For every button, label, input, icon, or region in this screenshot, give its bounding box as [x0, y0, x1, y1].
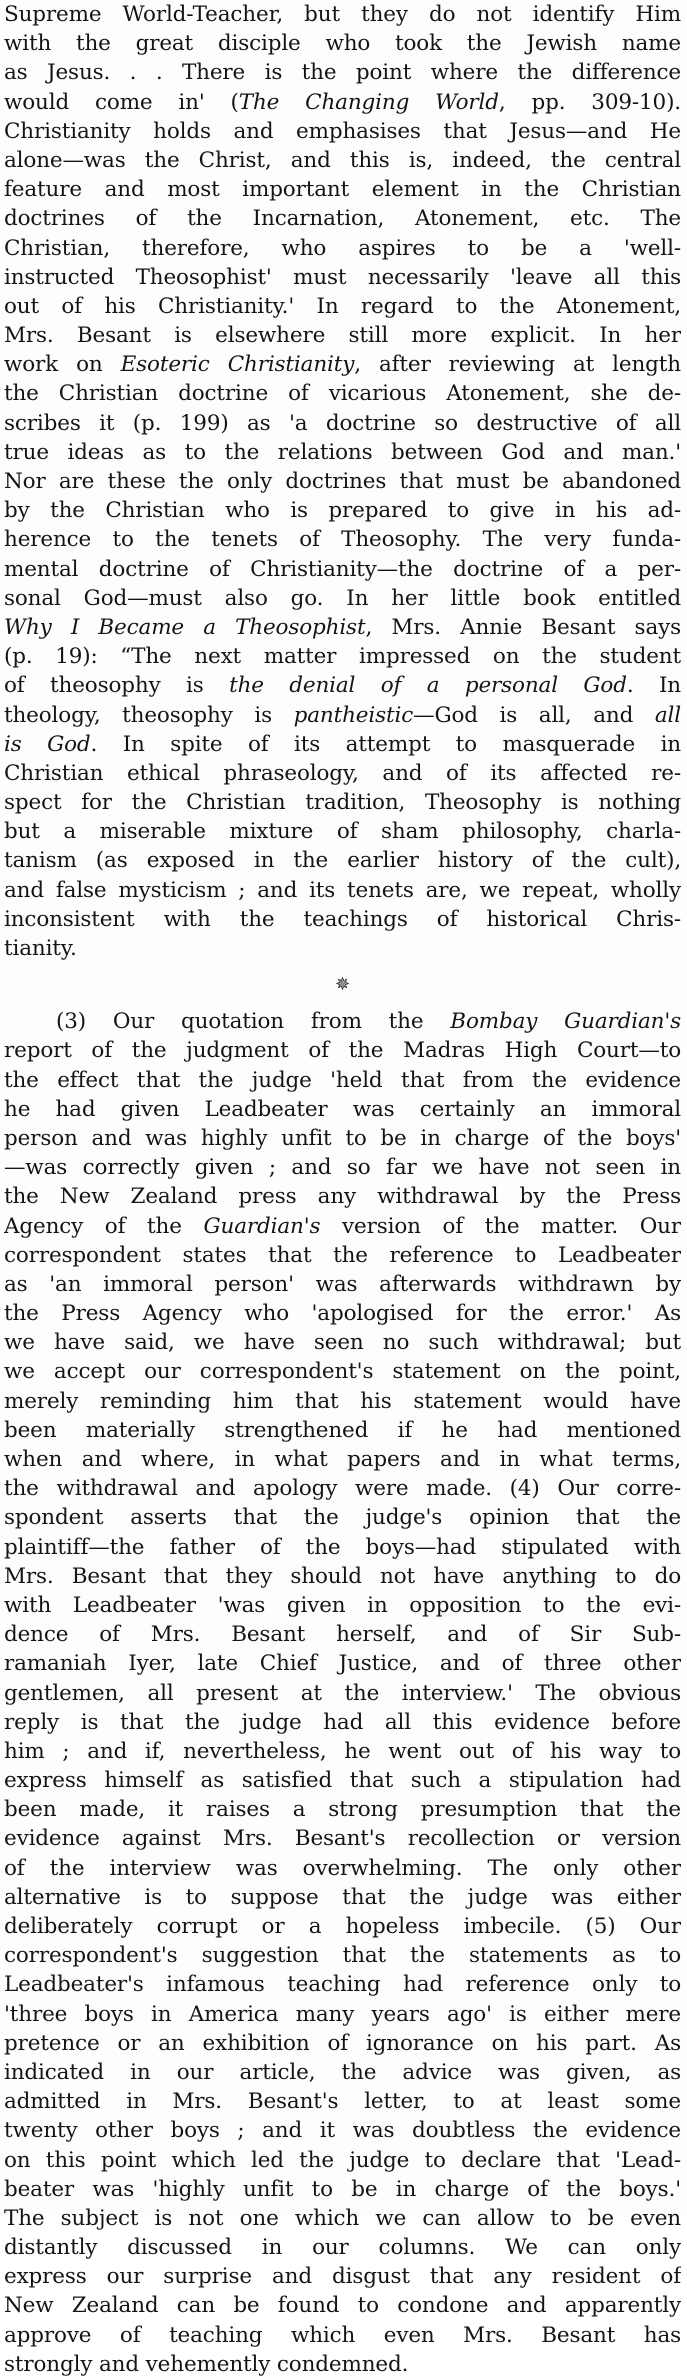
- text-line: and false mysticism ; and its tenets are, we repeat, wholly: [4, 877, 681, 903]
- text-line: Mrs. Besant is elsewhere still more explicit. In her: [4, 323, 681, 349]
- text-line: theology, theosophy is pantheistic—God is all, and all: [4, 702, 681, 728]
- text-line: of theosophy is the denial of a personal God. In: [4, 673, 681, 699]
- text-line: we have said, we have seen no such withdrawal; but: [4, 1330, 681, 1356]
- text-line: plaintiff—the father of the boys—had stipulated with: [4, 1534, 681, 1560]
- text-line: Christian, therefore, who aspires to be a 'well-: [4, 235, 681, 261]
- text-line: inconsistent with the teachings of historical Chris-: [4, 906, 681, 932]
- text-line: the Christian doctrine of vicarious Atonement, she de-: [4, 381, 681, 407]
- text-line: the Press Agency who 'apologised for the error.' As: [4, 1301, 681, 1327]
- text-line: The subject is not one which we can allow to be even: [4, 2205, 681, 2231]
- text-line: (p. 19): “The next matter impressed on the student: [4, 644, 681, 670]
- text-line: with Leadbeater 'was given in opposition to the evi-: [4, 1592, 681, 1618]
- text-line: reply is that the judge had all this evidence before: [4, 1709, 681, 1735]
- text-line: 'three boys in America many years ago' is either mere: [4, 2001, 681, 2027]
- text-line: work on Esoteric Christianity, after reviewing at length: [4, 352, 681, 378]
- text-line: ramaniah Iyer, late Chief Justice, and of three other: [4, 1651, 681, 1677]
- text-line: Nor are these the only doctrines that must be abandoned: [4, 469, 681, 494]
- text-line: report of the judgment of the Madras High Court—to: [4, 1038, 681, 1064]
- text-line: with the great disciple who took the Jewish name: [4, 31, 681, 57]
- text-line: Agency of the Guardian's version of the matter. Our: [4, 1213, 681, 1239]
- text-line: the effect that the judge 'held that from the evidence: [4, 1067, 681, 1093]
- text-line: by the Christian who is prepared to give in his ad-: [4, 498, 681, 524]
- text-line: tianity.: [4, 936, 77, 961]
- text-line: merely reminding him that his statement would have: [4, 1388, 681, 1414]
- text-line: as 'an immoral person' was afterwards withdrawn by: [4, 1271, 681, 1297]
- article-column: [4, 0, 681, 2379]
- text-line: beater was 'highly unfit to be in charge of the boys.': [4, 2176, 681, 2202]
- text-line: feature and most important element in the Christian: [4, 177, 681, 203]
- text-line: tanism (as exposed in the earlier history of the cult),: [4, 848, 681, 874]
- text-line: spect for the Christian tradition, Theosophy is nothing: [4, 790, 681, 816]
- text-line: Christianity holds and emphasises that Jesus—and He: [4, 118, 681, 144]
- text-line: pretence or an exhibition of ignorance on his part. As: [4, 2030, 681, 2056]
- text-line: express our surprise and disgust that any resident of: [4, 2264, 681, 2290]
- text-line: evidence against Mrs. Besant's recollection or version: [4, 1826, 681, 1852]
- text-line: when and where, in what papers and in what terms,: [4, 1447, 681, 1472]
- text-line: out of his Christianity.' In regard to the Atonement,: [4, 293, 681, 319]
- text-line: on this point which led the judge to declare that 'Lead-: [4, 2147, 681, 2173]
- text-line: true ideas as to the relations between God and man.': [4, 439, 681, 465]
- text-line: strongly and vehemently condemned.: [4, 2351, 409, 2377]
- text-line: Leadbeater's infamous teaching had reference only to: [4, 1972, 681, 1998]
- text-line: correspondent's suggestion that the statements as to: [4, 1943, 681, 1969]
- text-line: the withdrawal and apology were made. (4) Our corre-: [4, 1476, 681, 1502]
- text-line: him ; and if, nevertheless, he went out of his way to: [4, 1738, 681, 1764]
- section-separator-ornament: ✵: [335, 974, 350, 996]
- text-line: the New Zealand press any withdrawal by the Press: [4, 1184, 681, 1210]
- text-line: —was correctly given ; and so far we have not seen in: [4, 1155, 681, 1181]
- text-line: we accept our correspondent's statement on the point,: [4, 1359, 681, 1385]
- text-line: Christian ethical phraseology, and of its affected re-: [4, 760, 681, 786]
- text-line: spondent asserts that the judge's opinion that the: [4, 1505, 681, 1531]
- text-line: herence to the tenets of Theosophy. The very funda-: [4, 527, 681, 553]
- text-line: mental doctrine of Christianity—the doctrine of a per-: [4, 556, 681, 582]
- text-line: distantly discussed in our columns. We can only: [4, 2235, 681, 2261]
- text-line: instructed Theosophist' must necessarily 'leave all this: [4, 264, 681, 290]
- text-line: (3) Our quotation from the Bombay Guardian's: [56, 1009, 681, 1035]
- text-line: as Jesus. . . There is the point where the difference: [4, 60, 681, 86]
- text-line: Why I Became a Theosophist, Mrs. Annie Besant says: [4, 614, 681, 640]
- text-line: of the interview was overwhelming. The only other: [4, 1855, 681, 1881]
- text-line: gentlemen, all present at the interview.' The obvious: [4, 1680, 681, 1706]
- text-line: admitted in Mrs. Besant's letter, to at least some: [4, 2089, 681, 2115]
- text-line: been materially strengthened if he had mentioned: [4, 1417, 681, 1443]
- text-line: sonal God—must also go. In her little book entitled: [4, 585, 681, 611]
- paragraph-high-court-judgment: [4, 1007, 681, 2379]
- text-line: New Zealand can be found to condone and apparently: [4, 2293, 681, 2319]
- text-line: Mrs. Besant that they should not have anything to do: [4, 1563, 681, 1589]
- paragraph-theosophy-doctrine: [4, 0, 681, 963]
- text-line: alternative is to suppose that the judge was either: [4, 1884, 681, 1910]
- text-line: doctrines of the Incarnation, Atonement, etc. The: [4, 206, 681, 232]
- text-line: is God. In spite of its attempt to masquerade in: [4, 731, 681, 757]
- text-line: correspondent states that the reference to Leadbeater: [4, 1242, 681, 1268]
- text-line: express himself as satisfied that such a stipulation had: [4, 1768, 681, 1794]
- text-line: Supreme World-Teacher, but they do not identify Him: [4, 2, 681, 27]
- text-line: scribes it (p. 199) as 'a doctrine so destructive of all: [4, 410, 681, 436]
- text-line: dence of Mrs. Besant herself, and of Sir Sub-: [4, 1622, 681, 1648]
- text-line: would come in' (The Changing World, pp. 309-10).: [4, 89, 681, 115]
- text-line: twenty other boys ; and it was doubtless the evidence: [4, 2118, 681, 2144]
- text-line: but a miserable mixture of sham philosophy, charla-: [4, 819, 681, 845]
- text-line: approve of teaching which even Mrs. Besant has: [4, 2322, 681, 2348]
- text-line: alone—was the Christ, and this is, indeed, the central: [4, 147, 681, 173]
- text-line: deliberately corrupt or a hopeless imbecile. (5) Our: [4, 1914, 681, 1939]
- text-line: he had given Leadbeater was certainly an immoral: [4, 1096, 681, 1122]
- text-line: indicated in our article, the advice was given, as: [4, 2059, 681, 2085]
- text-line: been made, it raises a strong presumption that the: [4, 1797, 681, 1823]
- text-line: person and was highly unfit to be in charge of the boys': [4, 1125, 681, 1151]
